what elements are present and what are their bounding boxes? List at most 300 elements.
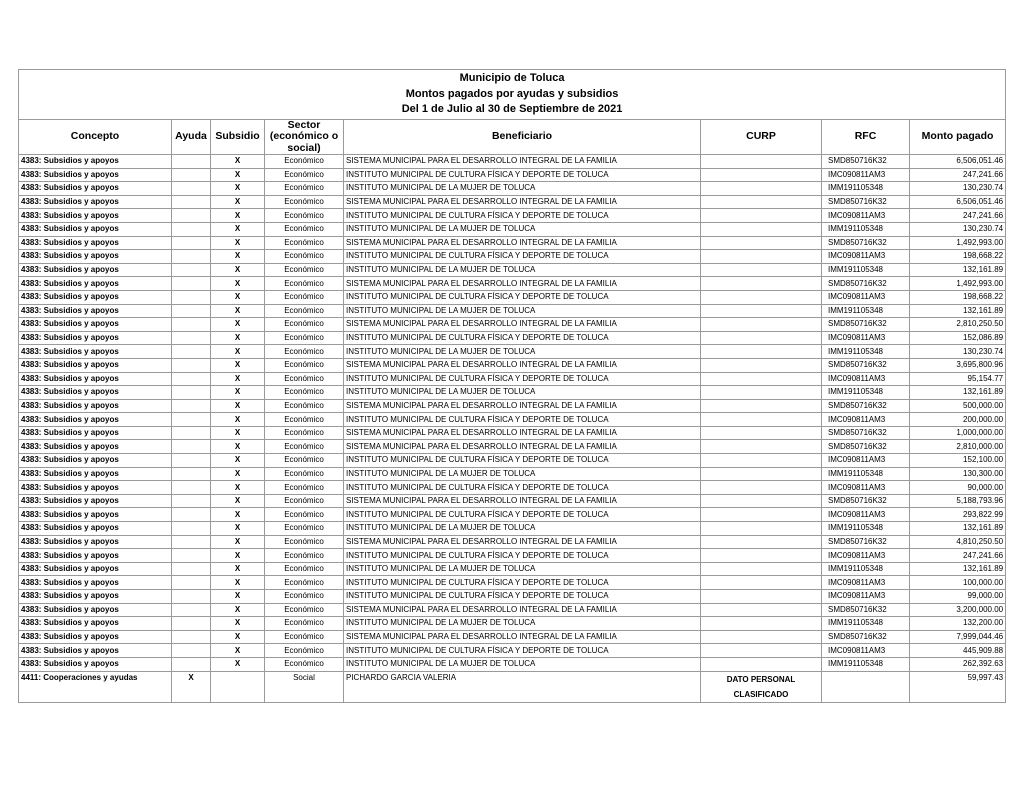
cell-curp — [701, 426, 822, 440]
cell-beneficiario: SISTEMA MUNICIPAL PARA EL DESARROLLO INTEGRAL DE LA FAMILIA — [344, 426, 701, 440]
cell-beneficiario: INSTITUTO MUNICIPAL DE LA MUJER DE TOLUCA — [344, 467, 701, 481]
cell-monto: 262,392.63 — [910, 657, 1006, 671]
cell-beneficiario: INSTITUTO MUNICIPAL DE CULTURA FÍSICA Y DEPORTE DE TOLUCA — [344, 549, 701, 563]
cell-concepto: 4383: Subsidios y apoyos — [19, 494, 172, 508]
table-row — [19, 290, 1006, 304]
cell-sector: Económico — [265, 209, 344, 223]
cell-sector: Económico — [265, 195, 344, 209]
column-header-rfc: RFC — [822, 119, 910, 155]
cell-beneficiario: SISTEMA MUNICIPAL PARA EL DESARROLLO INTEGRAL DE LA FAMILIA — [344, 236, 701, 250]
cell-curp — [701, 440, 822, 454]
cell-sector: Económico — [265, 644, 344, 658]
cell-subsidio: X — [211, 182, 265, 196]
cell-ayuda — [172, 195, 211, 209]
cell-monto: 500,000.00 — [910, 399, 1006, 413]
cell-curp — [701, 657, 822, 671]
cell-concepto: 4383: Subsidios y apoyos — [19, 168, 172, 182]
table-row — [19, 603, 1006, 617]
table-row — [19, 331, 1006, 345]
cell-beneficiario: INSTITUTO MUNICIPAL DE LA MUJER DE TOLUCA — [344, 304, 701, 318]
cell-subsidio: X — [211, 522, 265, 536]
cell-concepto: 4383: Subsidios y apoyos — [19, 630, 172, 644]
cell-sector: Económico — [265, 345, 344, 359]
table-row — [19, 182, 1006, 196]
cell-sector: Económico — [265, 331, 344, 345]
cell-rfc: IMM191105348 — [822, 304, 910, 318]
report-period: Del 1 de Julio al 30 de Septiembre de 2021 — [401, 103, 623, 115]
cell-beneficiario: INSTITUTO MUNICIPAL DE CULTURA FÍSICA Y DEPORTE DE TOLUCA — [344, 331, 701, 345]
report-subtitle: Montos pagados por ayudas y subsidios — [405, 87, 619, 100]
table-row — [19, 168, 1006, 182]
cell-monto: 247,241.66 — [910, 549, 1006, 563]
cell-beneficiario: SISTEMA MUNICIPAL PARA EL DESARROLLO INTEGRAL DE LA FAMILIA — [344, 440, 701, 454]
cell-monto: 200,000.00 — [910, 413, 1006, 427]
cell-beneficiario: INSTITUTO MUNICIPAL DE LA MUJER DE TOLUCA — [344, 617, 701, 631]
cell-concepto: 4383: Subsidios y apoyos — [19, 399, 172, 413]
cell-concepto: 4383: Subsidios y apoyos — [19, 454, 172, 468]
cell-rfc: IMM191105348 — [822, 617, 910, 631]
cell-monto: 247,241.66 — [910, 168, 1006, 182]
column-header-curp: CURP — [701, 119, 822, 155]
cell-subsidio: X — [211, 617, 265, 631]
cell-curp — [701, 358, 822, 372]
cell-monto: 2,810,000.00 — [910, 440, 1006, 454]
cell-ayuda — [172, 426, 211, 440]
cell-concepto: 4383: Subsidios y apoyos — [19, 644, 172, 658]
cell-beneficiario: SISTEMA MUNICIPAL PARA EL DESARROLLO INTEGRAL DE LA FAMILIA — [344, 630, 701, 644]
cell-curp — [701, 603, 822, 617]
table-row — [19, 358, 1006, 372]
cell-subsidio: X — [211, 399, 265, 413]
cell-sector: Económico — [265, 590, 344, 604]
cell-curp — [701, 155, 822, 169]
cell-sector: Económico — [265, 603, 344, 617]
table-row — [19, 413, 1006, 427]
cell-subsidio: X — [211, 386, 265, 400]
cell-monto: 130,300.00 — [910, 467, 1006, 481]
cell-concepto: 4383: Subsidios y apoyos — [19, 182, 172, 196]
cell-curp — [701, 250, 822, 264]
table-row — [19, 304, 1006, 318]
cell-monto: 132,161.89 — [910, 522, 1006, 536]
cell-ayuda — [172, 399, 211, 413]
cell-subsidio: X — [211, 481, 265, 495]
cell-rfc: SMD850716K32 — [822, 277, 910, 291]
cell-curp — [701, 168, 822, 182]
cell-subsidio: X — [211, 168, 265, 182]
cell-subsidio: X — [211, 657, 265, 671]
cell-rfc: IMM191105348 — [822, 182, 910, 196]
cell-sector: Económico — [265, 222, 344, 236]
table-row — [19, 590, 1006, 604]
cell-ayuda — [172, 386, 211, 400]
cell-concepto: 4383: Subsidios y apoyos — [19, 386, 172, 400]
cell-beneficiario: INSTITUTO MUNICIPAL DE LA MUJER DE TOLUCA — [344, 657, 701, 671]
cell-concepto: 4383: Subsidios y apoyos — [19, 603, 172, 617]
cell-subsidio: X — [211, 222, 265, 236]
cell-rfc: IMC090811AM3 — [822, 454, 910, 468]
cell-monto: 132,161.89 — [910, 304, 1006, 318]
cell-rfc: SMD850716K32 — [822, 440, 910, 454]
cell-ayuda — [172, 494, 211, 508]
cell-ayuda: X — [172, 671, 211, 702]
cell-sector: Económico — [265, 562, 344, 576]
cell-concepto: 4383: Subsidios y apoyos — [19, 440, 172, 454]
column-header-beneficiario: Beneficiario — [344, 119, 701, 155]
cell-curp — [701, 617, 822, 631]
cell-sector: Económico — [265, 263, 344, 277]
table-row — [19, 399, 1006, 413]
cell-subsidio: X — [211, 236, 265, 250]
cell-curp — [701, 290, 822, 304]
cell-curp — [701, 590, 822, 604]
cell-ayuda — [172, 562, 211, 576]
cell-rfc: IMM191105348 — [822, 467, 910, 481]
cell-concepto: 4383: Subsidios y apoyos — [19, 562, 172, 576]
cell-rfc: IMC090811AM3 — [822, 481, 910, 495]
cell-concepto: 4383: Subsidios y apoyos — [19, 426, 172, 440]
cell-ayuda — [172, 277, 211, 291]
table-row — [19, 236, 1006, 250]
cell-monto: 130,230.74 — [910, 222, 1006, 236]
cell-beneficiario: INSTITUTO MUNICIPAL DE CULTURA FÍSICA Y DEPORTE DE TOLUCA — [344, 454, 701, 468]
cell-curp — [701, 413, 822, 427]
cell-ayuda — [172, 358, 211, 372]
cell-beneficiario: SISTEMA MUNICIPAL PARA EL DESARROLLO INTEGRAL DE LA FAMILIA — [344, 358, 701, 372]
cell-curp — [701, 182, 822, 196]
subsidies-table — [18, 69, 1006, 703]
cell-monto: 2,810,250.50 — [910, 318, 1006, 332]
table-row — [19, 426, 1006, 440]
cell-sector: Económico — [265, 440, 344, 454]
cell-curp — [701, 549, 822, 563]
column-header-sector: Sector (económico o social) — [265, 119, 344, 155]
table-row — [19, 644, 1006, 658]
cell-rfc: SMD850716K32 — [822, 535, 910, 549]
cell-beneficiario: INSTITUTO MUNICIPAL DE CULTURA FÍSICA Y DEPORTE DE TOLUCA — [344, 508, 701, 522]
cell-ayuda — [172, 617, 211, 631]
cell-concepto: 4383: Subsidios y apoyos — [19, 522, 172, 536]
cell-subsidio: X — [211, 290, 265, 304]
cell-subsidio: X — [211, 494, 265, 508]
table-row — [19, 657, 1006, 671]
cell-monto: 132,200.00 — [910, 617, 1006, 631]
cell-rfc: SMD850716K32 — [822, 358, 910, 372]
table-row — [19, 562, 1006, 576]
cell-curp — [701, 454, 822, 468]
cell-concepto: 4383: Subsidios y apoyos — [19, 549, 172, 563]
cell-subsidio: X — [211, 549, 265, 563]
cell-beneficiario: INSTITUTO MUNICIPAL DE LA MUJER DE TOLUCA — [344, 222, 701, 236]
table-row — [19, 250, 1006, 264]
cell-ayuda — [172, 182, 211, 196]
table-row — [19, 386, 1006, 400]
cell-ayuda — [172, 155, 211, 169]
table-row — [19, 209, 1006, 223]
cell-ayuda — [172, 372, 211, 386]
cell-ayuda — [172, 413, 211, 427]
cell-subsidio: X — [211, 590, 265, 604]
cell-concepto: 4383: Subsidios y apoyos — [19, 250, 172, 264]
cell-curp — [701, 522, 822, 536]
cell-rfc: IMC090811AM3 — [822, 331, 910, 345]
cell-beneficiario: SISTEMA MUNICIPAL PARA EL DESARROLLO INTEGRAL DE LA FAMILIA — [344, 494, 701, 508]
cell-concepto: 4383: Subsidios y apoyos — [19, 331, 172, 345]
cell-beneficiario: SISTEMA MUNICIPAL PARA EL DESARROLLO INTEGRAL DE LA FAMILIA — [344, 277, 701, 291]
cell-subsidio — [211, 671, 265, 702]
cell-subsidio: X — [211, 644, 265, 658]
cell-concepto: 4383: Subsidios y apoyos — [19, 345, 172, 359]
cell-monto: 90,000.00 — [910, 481, 1006, 495]
cell-monto: 293,822.99 — [910, 508, 1006, 522]
cell-sector: Económico — [265, 277, 344, 291]
cell-concepto: 4383: Subsidios y apoyos — [19, 236, 172, 250]
cell-rfc: IMC090811AM3 — [822, 413, 910, 427]
cell-sector: Económico — [265, 617, 344, 631]
cell-rfc: IMM191105348 — [822, 562, 910, 576]
cell-beneficiario: INSTITUTO MUNICIPAL DE LA MUJER DE TOLUCA — [344, 263, 701, 277]
cell-monto: 59,997.43 — [910, 671, 1006, 702]
table-row — [19, 195, 1006, 209]
cell-ayuda — [172, 481, 211, 495]
cell-curp — [701, 644, 822, 658]
cell-curp — [701, 222, 822, 236]
cell-ayuda — [172, 467, 211, 481]
cell-subsidio: X — [211, 467, 265, 481]
cell-rfc: SMD850716K32 — [822, 155, 910, 169]
cell-rfc: SMD850716K32 — [822, 318, 910, 332]
cell-rfc: IMC090811AM3 — [822, 290, 910, 304]
cell-curp — [701, 481, 822, 495]
cell-sector: Económico — [265, 236, 344, 250]
cell-monto: 3,695,800.96 — [910, 358, 1006, 372]
cell-ayuda — [172, 209, 211, 223]
cell-monto: 1,000,000.00 — [910, 426, 1006, 440]
cell-sector: Económico — [265, 290, 344, 304]
cell-concepto: 4383: Subsidios y apoyos — [19, 576, 172, 590]
cell-sector: Económico — [265, 168, 344, 182]
cell-concepto: 4383: Subsidios y apoyos — [19, 481, 172, 495]
cell-beneficiario: INSTITUTO MUNICIPAL DE CULTURA FÍSICA Y DEPORTE DE TOLUCA — [344, 644, 701, 658]
cell-monto: 132,161.89 — [910, 263, 1006, 277]
cell-subsidio: X — [211, 250, 265, 264]
cell-rfc: SMD850716K32 — [822, 399, 910, 413]
cell-subsidio: X — [211, 535, 265, 549]
table-row — [19, 671, 1006, 702]
cell-subsidio: X — [211, 372, 265, 386]
cell-sector: Económico — [265, 386, 344, 400]
cell-monto: 247,241.66 — [910, 209, 1006, 223]
cell-ayuda — [172, 236, 211, 250]
cell-concepto: 4383: Subsidios y apoyos — [19, 508, 172, 522]
cell-curp — [701, 630, 822, 644]
cell-curp — [701, 494, 822, 508]
report-header — [19, 70, 1006, 120]
cell-curp — [701, 399, 822, 413]
cell-beneficiario: INSTITUTO MUNICIPAL DE CULTURA FÍSICA Y DEPORTE DE TOLUCA — [344, 168, 701, 182]
cell-concepto: 4383: Subsidios y apoyos — [19, 277, 172, 291]
table-body — [19, 155, 1006, 703]
cell-rfc: IMC090811AM3 — [822, 372, 910, 386]
cell-curp — [701, 467, 822, 481]
cell-monto: 198,668.22 — [910, 250, 1006, 264]
cell-rfc: IMC090811AM3 — [822, 250, 910, 264]
cell-concepto: 4383: Subsidios y apoyos — [19, 372, 172, 386]
cell-sector: Económico — [265, 522, 344, 536]
cell-monto: 445,909.88 — [910, 644, 1006, 658]
cell-rfc: SMD850716K32 — [822, 630, 910, 644]
cell-subsidio: X — [211, 263, 265, 277]
cell-monto: 152,086.89 — [910, 331, 1006, 345]
table-row — [19, 522, 1006, 536]
cell-ayuda — [172, 603, 211, 617]
cell-rfc: IMC090811AM3 — [822, 590, 910, 604]
table-row — [19, 372, 1006, 386]
table-row — [19, 155, 1006, 169]
cell-ayuda — [172, 318, 211, 332]
cell-beneficiario: SISTEMA MUNICIPAL PARA EL DESARROLLO INTEGRAL DE LA FAMILIA — [344, 535, 701, 549]
table-row — [19, 222, 1006, 236]
cell-concepto: 4383: Subsidios y apoyos — [19, 617, 172, 631]
cell-sector: Económico — [265, 372, 344, 386]
cell-monto: 132,161.89 — [910, 562, 1006, 576]
cell-ayuda — [172, 440, 211, 454]
cell-rfc — [822, 671, 910, 702]
cell-monto: 7,999,044.46 — [910, 630, 1006, 644]
cell-rfc: SMD850716K32 — [822, 426, 910, 440]
cell-beneficiario: INSTITUTO MUNICIPAL DE CULTURA FÍSICA Y DEPORTE DE TOLUCA — [344, 372, 701, 386]
cell-sector: Económico — [265, 250, 344, 264]
cell-concepto: 4383: Subsidios y apoyos — [19, 155, 172, 169]
cell-curp — [701, 535, 822, 549]
cell-ayuda — [172, 508, 211, 522]
cell-concepto: 4383: Subsidios y apoyos — [19, 413, 172, 427]
table-row — [19, 617, 1006, 631]
cell-sector: Económico — [265, 576, 344, 590]
cell-rfc: SMD850716K32 — [822, 195, 910, 209]
table-row — [19, 440, 1006, 454]
cell-sector: Económico — [265, 508, 344, 522]
table-row — [19, 549, 1006, 563]
table-row — [19, 576, 1006, 590]
cell-rfc: IMM191105348 — [822, 386, 910, 400]
cell-curp — [701, 277, 822, 291]
cell-beneficiario: PICHARDO GARCIA VALERIA — [344, 671, 701, 702]
cell-monto: 6,506,051.46 — [910, 155, 1006, 169]
cell-beneficiario: INSTITUTO MUNICIPAL DE CULTURA FÍSICA Y DEPORTE DE TOLUCA — [344, 576, 701, 590]
cell-sector: Económico — [265, 657, 344, 671]
cell-concepto: 4383: Subsidios y apoyos — [19, 222, 172, 236]
cell-sector: Económico — [265, 454, 344, 468]
cell-concepto: 4383: Subsidios y apoyos — [19, 657, 172, 671]
cell-ayuda — [172, 644, 211, 658]
cell-subsidio: X — [211, 413, 265, 427]
cell-rfc: IMC090811AM3 — [822, 549, 910, 563]
cell-ayuda — [172, 304, 211, 318]
cell-beneficiario: INSTITUTO MUNICIPAL DE LA MUJER DE TOLUCA — [344, 562, 701, 576]
table-row — [19, 454, 1006, 468]
cell-monto: 152,100.00 — [910, 454, 1006, 468]
cell-ayuda — [172, 549, 211, 563]
cell-ayuda — [172, 345, 211, 359]
cell-concepto: 4383: Subsidios y apoyos — [19, 590, 172, 604]
cell-sector: Económico — [265, 304, 344, 318]
cell-subsidio: X — [211, 440, 265, 454]
cell-ayuda — [172, 522, 211, 536]
table-row — [19, 277, 1006, 291]
cell-ayuda — [172, 168, 211, 182]
cell-rfc: IMM191105348 — [822, 657, 910, 671]
cell-rfc: IMM191105348 — [822, 522, 910, 536]
cell-beneficiario: INSTITUTO MUNICIPAL DE CULTURA FÍSICA Y DEPORTE DE TOLUCA — [344, 481, 701, 495]
cell-monto: 130,230.74 — [910, 182, 1006, 196]
table-row — [19, 494, 1006, 508]
cell-curp — [701, 195, 822, 209]
cell-ayuda — [172, 535, 211, 549]
cell-subsidio: X — [211, 331, 265, 345]
column-header-ayuda: Ayuda — [172, 119, 211, 155]
cell-monto: 198,668.22 — [910, 290, 1006, 304]
cell-curp — [701, 562, 822, 576]
cell-sector: Económico — [265, 155, 344, 169]
cell-monto: 1,492,993.00 — [910, 236, 1006, 250]
cell-subsidio: X — [211, 358, 265, 372]
cell-subsidio: X — [211, 426, 265, 440]
cell-subsidio: X — [211, 195, 265, 209]
cell-subsidio: X — [211, 508, 265, 522]
cell-ayuda — [172, 263, 211, 277]
cell-monto: 5,188,793.96 — [910, 494, 1006, 508]
cell-curp — [701, 304, 822, 318]
cell-curp — [701, 386, 822, 400]
cell-beneficiario: INSTITUTO MUNICIPAL DE CULTURA FÍSICA Y DEPORTE DE TOLUCA — [344, 250, 701, 264]
cell-ayuda — [172, 222, 211, 236]
cell-sector: Económico — [265, 358, 344, 372]
table-row — [19, 318, 1006, 332]
cell-monto: 3,200,000.00 — [910, 603, 1006, 617]
cell-ayuda — [172, 250, 211, 264]
cell-beneficiario: INSTITUTO MUNICIPAL DE CULTURA FÍSICA Y DEPORTE DE TOLUCA — [344, 590, 701, 604]
cell-concepto: 4383: Subsidios y apoyos — [19, 318, 172, 332]
column-header-row — [19, 119, 1006, 155]
table-row — [19, 345, 1006, 359]
cell-beneficiario: INSTITUTO MUNICIPAL DE CULTURA FÍSICA Y DEPORTE DE TOLUCA — [344, 209, 701, 223]
cell-sector: Económico — [265, 467, 344, 481]
cell-rfc: IMM191105348 — [822, 263, 910, 277]
cell-beneficiario: SISTEMA MUNICIPAL PARA EL DESARROLLO INTEGRAL DE LA FAMILIA — [344, 603, 701, 617]
cell-ayuda — [172, 290, 211, 304]
cell-monto: 4,810,250.50 — [910, 535, 1006, 549]
cell-curp — [701, 331, 822, 345]
cell-rfc: SMD850716K32 — [822, 603, 910, 617]
cell-sector: Económico — [265, 426, 344, 440]
cell-monto: 95,154.77 — [910, 372, 1006, 386]
cell-monto: 6,506,051.46 — [910, 195, 1006, 209]
cell-sector: Económico — [265, 481, 344, 495]
cell-rfc: IMC090811AM3 — [822, 168, 910, 182]
cell-rfc: IMC090811AM3 — [822, 644, 910, 658]
cell-curp — [701, 508, 822, 522]
cell-rfc: IMC090811AM3 — [822, 576, 910, 590]
cell-monto: 132,161.89 — [910, 386, 1006, 400]
cell-subsidio: X — [211, 155, 265, 169]
cell-ayuda — [172, 576, 211, 590]
cell-beneficiario: INSTITUTO MUNICIPAL DE LA MUJER DE TOLUCA — [344, 345, 701, 359]
cell-beneficiario: INSTITUTO MUNICIPAL DE CULTURA FÍSICA Y DEPORTE DE TOLUCA — [344, 290, 701, 304]
cell-monto: 1,492,993.00 — [910, 277, 1006, 291]
cell-sector: Económico — [265, 549, 344, 563]
cell-beneficiario: INSTITUTO MUNICIPAL DE LA MUJER DE TOLUCA — [344, 182, 701, 196]
